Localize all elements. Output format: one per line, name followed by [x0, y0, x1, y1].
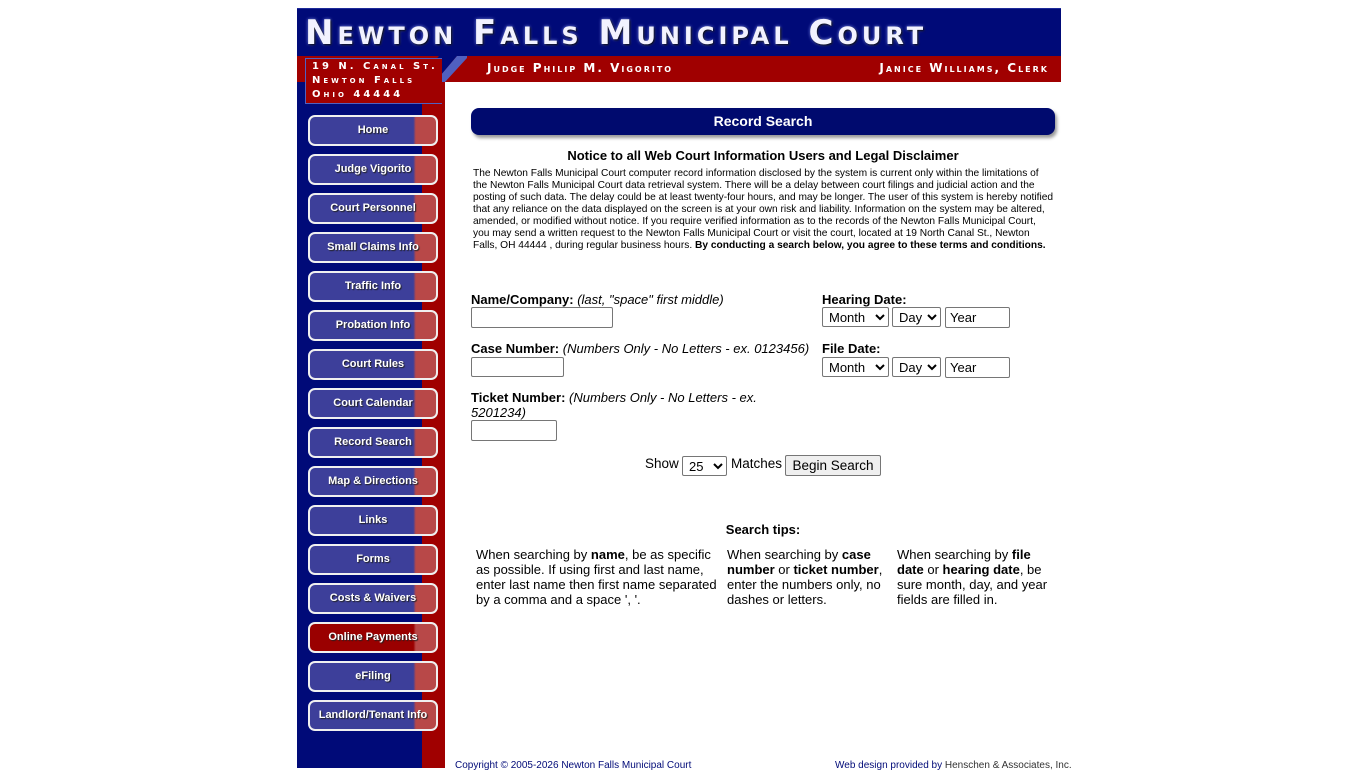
clerk-name: Janice Williams, Clerk	[879, 61, 1049, 75]
page	[297, 8, 1072, 771]
show-label: Show	[645, 456, 679, 471]
nav-efiling[interactable]: eFiling	[308, 661, 438, 692]
name-input[interactable]	[471, 307, 613, 328]
notice-body	[473, 168, 1055, 252]
begin-search-button[interactable]: Begin Search	[785, 455, 881, 476]
notice-agreement: By conducting a search below, you agree to these terms and conditions.	[695, 240, 1046, 251]
file-year-input[interactable]	[945, 357, 1010, 378]
nav-record-search[interactable]: Record Search	[308, 427, 438, 458]
notice-title: Notice to all Web Court Information Users and Legal Disclaimer	[567, 148, 959, 163]
nav-map-directions[interactable]: Map & Directions	[308, 466, 438, 497]
file-month-select[interactable]	[822, 357, 889, 377]
file-date-label: File Date:	[822, 341, 881, 356]
nav-forms[interactable]: Forms	[308, 544, 438, 575]
ticket-number-input[interactable]	[471, 420, 557, 441]
nav-court-personnel[interactable]: Court Personnel	[308, 193, 438, 224]
matches-label: Matches	[731, 456, 783, 471]
nav-probation-info[interactable]: Probation Info	[308, 310, 438, 341]
address-city: Newton Falls	[312, 75, 416, 86]
tip-name: When searching by name, be as specific as possible. If using first and last name, enter last name then first name separated by a comma and a space ', '.	[476, 547, 717, 607]
hearing-month-select[interactable]	[822, 307, 889, 327]
nav-links[interactable]: Links	[308, 505, 438, 536]
hearing-day-select[interactable]	[892, 307, 941, 327]
name-label: Name/Company: (last, "space" first middle)	[471, 292, 724, 307]
hearing-date-label: Hearing Date:	[822, 292, 907, 307]
nav-costs-waivers[interactable]: Costs & Waivers	[308, 583, 438, 614]
tip-dates: When searching by file date or hearing date, be sure month, day, and year fields are filled in.	[897, 547, 1048, 607]
tip-case-ticket: When searching by case number or ticket number, enter the numbers only, no dashes or letters.	[727, 547, 883, 607]
footer-copyright[interactable]: Copyright © 2005-2026 Newton Falls Municipal Court	[455, 760, 692, 771]
judge-name: Judge Philip M. Vigorito	[487, 61, 674, 75]
ticket-label: Ticket Number: (Numbers Only - No Letters - ex. 5201234)	[471, 390, 757, 420]
case-number-input[interactable]	[471, 357, 564, 377]
search-tips-title: Search tips:	[725, 522, 801, 537]
results-per-page-select[interactable]	[682, 456, 727, 476]
design-credit-prefix[interactable]: Web design provided by	[835, 760, 943, 771]
nav-small-claims-info[interactable]: Small Claims Info	[308, 232, 438, 263]
nav-court-calendar[interactable]: Court Calendar	[308, 388, 438, 419]
nav-home[interactable]: Home	[308, 115, 438, 146]
site-title: Newton Falls Municipal Court	[305, 13, 928, 53]
footer-design-credit	[835, 760, 1072, 771]
nav-court-rules[interactable]: Court Rules	[308, 349, 438, 380]
nav-judge-vigorito[interactable]: Judge Vigorito	[308, 154, 438, 185]
case-label: Case Number: (Numbers Only - No Letters - ex. 0123456)	[471, 341, 810, 356]
nav-online-payments[interactable]: Online Payments	[308, 622, 438, 653]
page-title: Record Search	[471, 108, 1055, 135]
header-banner	[297, 8, 1061, 58]
nav-landlord-tenant-info[interactable]: Landlord/Tenant Info	[308, 700, 438, 731]
results-per-page-row	[645, 456, 679, 471]
nav-traffic-info[interactable]: Traffic Info	[308, 271, 438, 302]
design-company-link[interactable]: Henschen & Associates, Inc.	[944, 760, 1072, 771]
hearing-year-input[interactable]	[945, 307, 1010, 328]
address-state-zip: Ohio 44444	[312, 89, 404, 100]
address-box	[305, 58, 442, 104]
notice-text: The Newton Falls Municipal Court computer record information disclosed by the system is current only within the limitations of the Newton Falls Municipal Court data retrieval system. There will be a delay between court filings and judicial action and the posting of such data. The delay could be at least twenty-four hours, and may be longer. The user of this system is hereby notified that any reliance on the data displayed on the screen is at your own risk and liability. Information on the system may be altered, amended, or modified without notice. If you require verified information as to the records of the Newton Falls Municipal Court, you may send a written request to the Newton Falls Municipal Court or visit the court, located at 19 North Canal St., Newton Falls, OH 44444 , during regular business hours.	[473, 168, 1054, 251]
file-day-select[interactable]	[892, 357, 941, 377]
address-street: 19 N. Canal St.	[312, 61, 438, 72]
